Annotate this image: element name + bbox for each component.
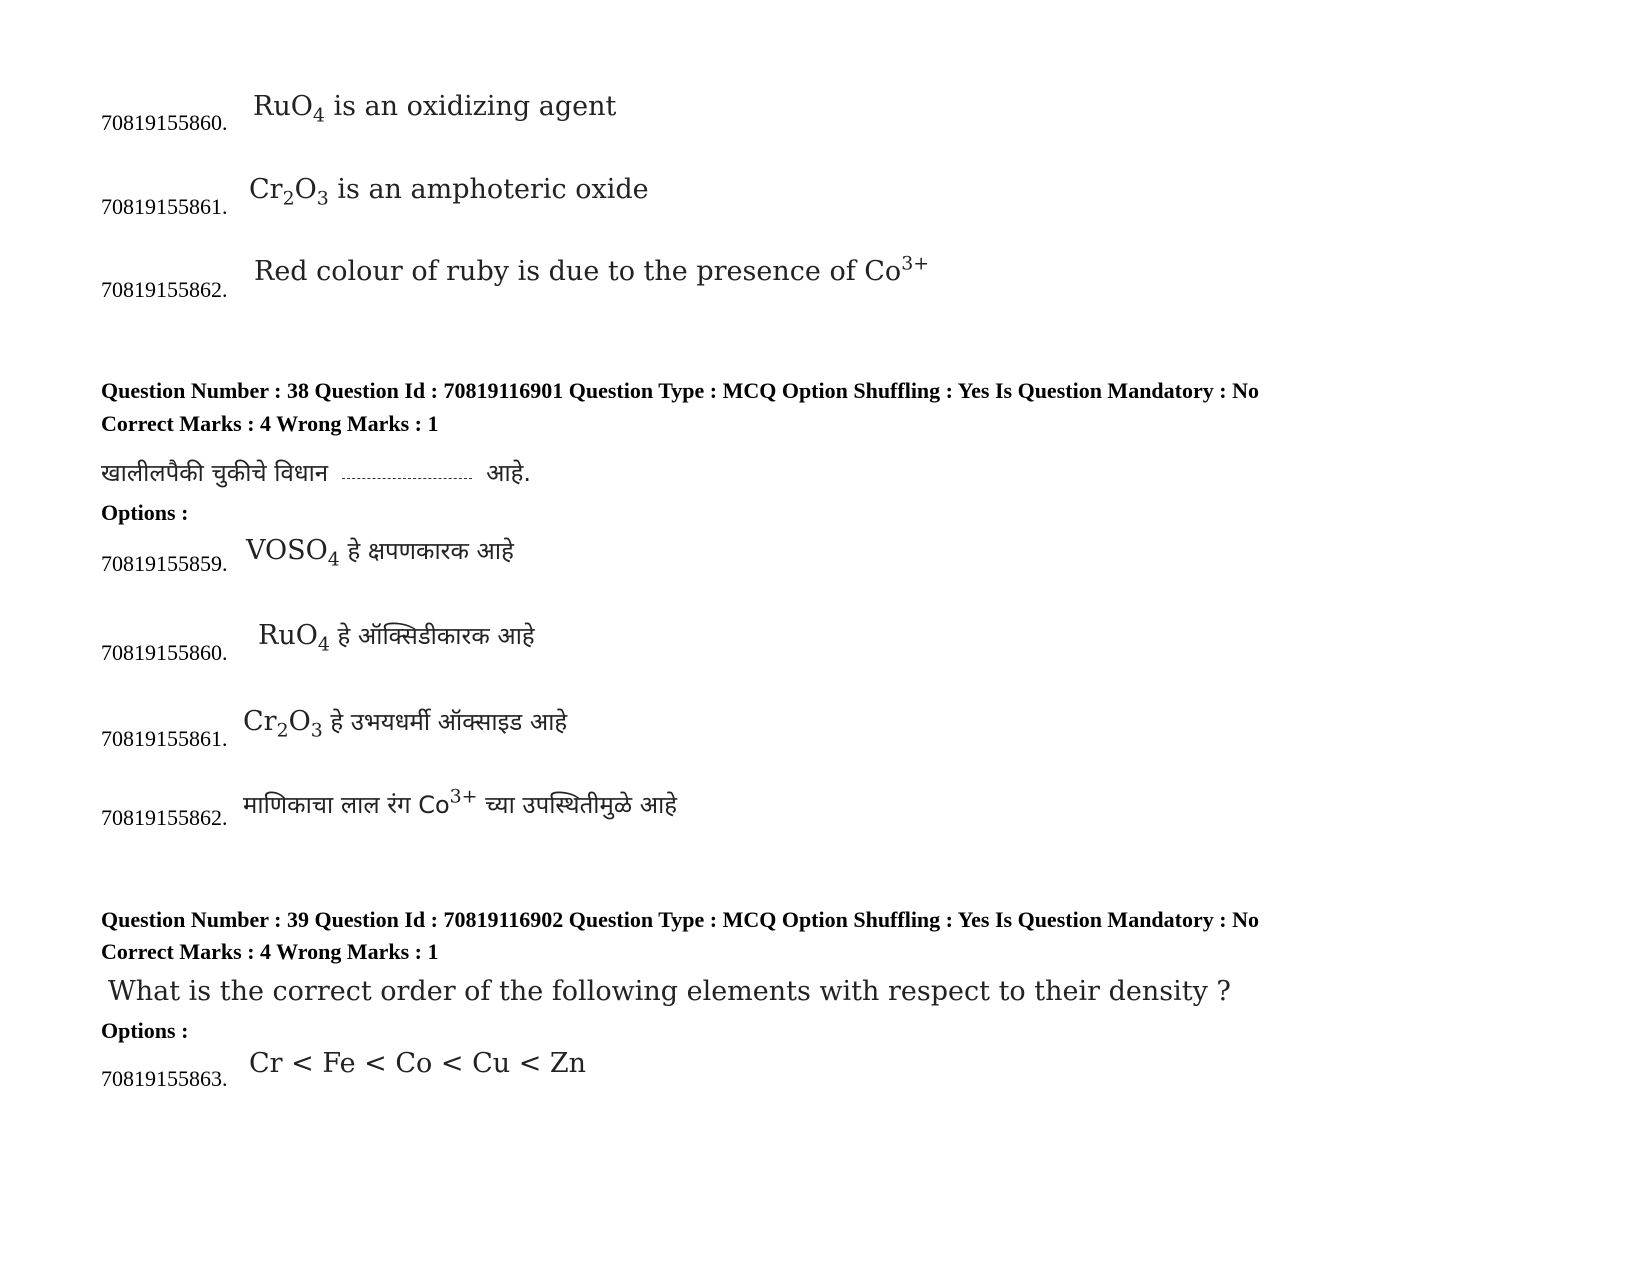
formula: RuO <box>258 620 318 651</box>
superscript: 3+ <box>901 252 930 275</box>
option-text <box>243 785 677 821</box>
option-text <box>246 534 514 571</box>
subscript: 2 <box>276 719 289 742</box>
option-id: 70819155859. <box>101 551 228 576</box>
question-marks: Correct Marks : 4 Wrong Marks : 1 <box>101 939 439 964</box>
option-text <box>249 174 649 210</box>
question-text-start: खालीलपैकी चुकीचे विधान <box>101 459 329 487</box>
question-marks: Correct Marks : 4 Wrong Marks : 1 <box>101 411 439 436</box>
option-id: 70819155861. <box>101 194 228 219</box>
formula: O <box>288 706 311 737</box>
subscript: 4 <box>317 633 330 656</box>
option-text <box>258 619 535 656</box>
option-text <box>243 705 568 742</box>
option-suffix: हे उभयधर्मी ऑक्साइड आहे <box>322 708 568 736</box>
question-meta: Question Number : 39 Question Id : 70819116902 Question Type : MCQ Option Shuffling : Yes Is Question Mandatory : No <box>101 907 1259 932</box>
superscript: 3+ <box>449 785 478 808</box>
subscript: 3 <box>310 719 323 742</box>
subscript: 4 <box>327 548 340 571</box>
formula: O <box>294 174 317 205</box>
option-main: Red colour of ruby is due to the presence of Co <box>254 256 902 287</box>
option-text: Cr < Fe < Co < Cu < Zn <box>249 1048 587 1079</box>
fill-blank <box>342 478 472 479</box>
option-suffix: हे क्षपणकारक आहे <box>339 537 514 565</box>
formula: VOSO <box>246 535 328 566</box>
options-label: Options : <box>101 500 189 525</box>
option-id: 70819155860. <box>101 640 228 665</box>
option-id: 70819155862. <box>101 805 228 830</box>
question-text <box>101 456 531 489</box>
options-label: Options : <box>101 1018 189 1043</box>
formula: Cr <box>243 706 277 737</box>
option-id: 70819155861. <box>101 726 228 751</box>
option-id: 70819155862. <box>101 277 228 302</box>
question-text-end: आहे. <box>486 459 532 487</box>
subscript: 2 <box>282 187 295 210</box>
subscript: 3 <box>316 187 329 210</box>
formula: Cr <box>249 174 283 205</box>
option-id: 70819155863. <box>101 1066 228 1091</box>
option-suffix: च्या उपस्थितीमुळे आहे <box>477 791 677 819</box>
option-suffix: is an amphoteric oxide <box>328 174 649 205</box>
question-text: What is the correct order of the following elements with respect to their density ? <box>108 976 1231 1007</box>
option-text <box>253 91 617 127</box>
subscript: 4 <box>312 104 325 127</box>
option-suffix: is an oxidizing agent <box>324 91 617 122</box>
option-text <box>254 252 930 287</box>
formula: RuO <box>253 91 313 122</box>
option-main: माणिकाचा लाल रंग Co <box>243 791 450 819</box>
option-id: 70819155860. <box>101 110 228 135</box>
option-suffix: हे ऑक्सिडीकारक आहे <box>329 622 535 650</box>
question-meta: Question Number : 38 Question Id : 70819116901 Question Type : MCQ Option Shuffling : Yes Is Question Mandatory : No <box>101 378 1259 403</box>
